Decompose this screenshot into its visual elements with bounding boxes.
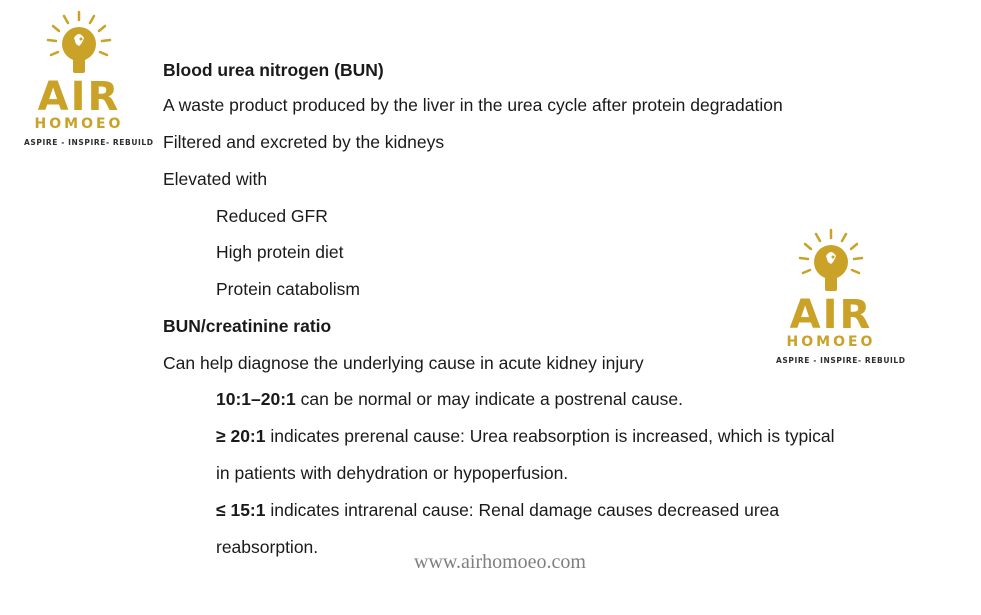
bun-description: A waste product produced by the liver in the urea cycle after protein degradation [163, 95, 783, 115]
brand-name: AIR [37, 74, 121, 120]
ratio-description: Can help diagnose the underlying cause in acute kidney injury [163, 353, 644, 373]
elevated-item: High protein diet [216, 242, 344, 262]
ratio-item-continuation: in patients with dehydration or hypoperfusion. [216, 463, 569, 483]
ratio-text: indicates prerenal cause: Urea reabsorption is increased, which is typical [265, 426, 835, 446]
brand-subname: HOMOEO [786, 334, 876, 350]
bun-filtered: Filtered and excreted by the kidneys [163, 132, 445, 152]
lightbulb-sun-icon [796, 228, 866, 296]
elevated-with-label: Elevated with [163, 169, 268, 189]
website-url: www.airhomoeo.com [414, 551, 586, 573]
brand-logo [24, 10, 154, 147]
heading-bun: Blood urea nitrogen (BUN) [163, 60, 384, 80]
brand-tagline: ASPIRE - INSPIRE- REBUILD [24, 138, 154, 147]
elevated-item: Reduced GFR [216, 206, 328, 226]
ratio-item [216, 426, 835, 447]
ratio-item [216, 389, 683, 410]
brand-name: AIR [789, 292, 873, 338]
ratio-value: ≤ 15:1 [216, 500, 266, 520]
heading-ratio: BUN/creatinine ratio [163, 316, 332, 336]
ratio-item-continuation: reabsorption. [216, 537, 319, 557]
elevated-item: Protein catabolism [216, 279, 360, 299]
ratio-item [216, 500, 779, 521]
ratio-text: indicates intrarenal cause: Renal damage causes decreased urea [265, 500, 780, 520]
brand-tagline: ASPIRE - INSPIRE- REBUILD [776, 356, 906, 365]
ratio-text: can be normal or may indicate a postrenal cause. [295, 389, 683, 409]
brand-logo-watermark [776, 228, 906, 365]
lightbulb-sun-icon [44, 10, 114, 78]
ratio-value: ≥ 20:1 [216, 426, 266, 446]
brand-subname: HOMOEO [34, 116, 124, 132]
ratio-value: 10:1–20:1 [216, 389, 296, 409]
